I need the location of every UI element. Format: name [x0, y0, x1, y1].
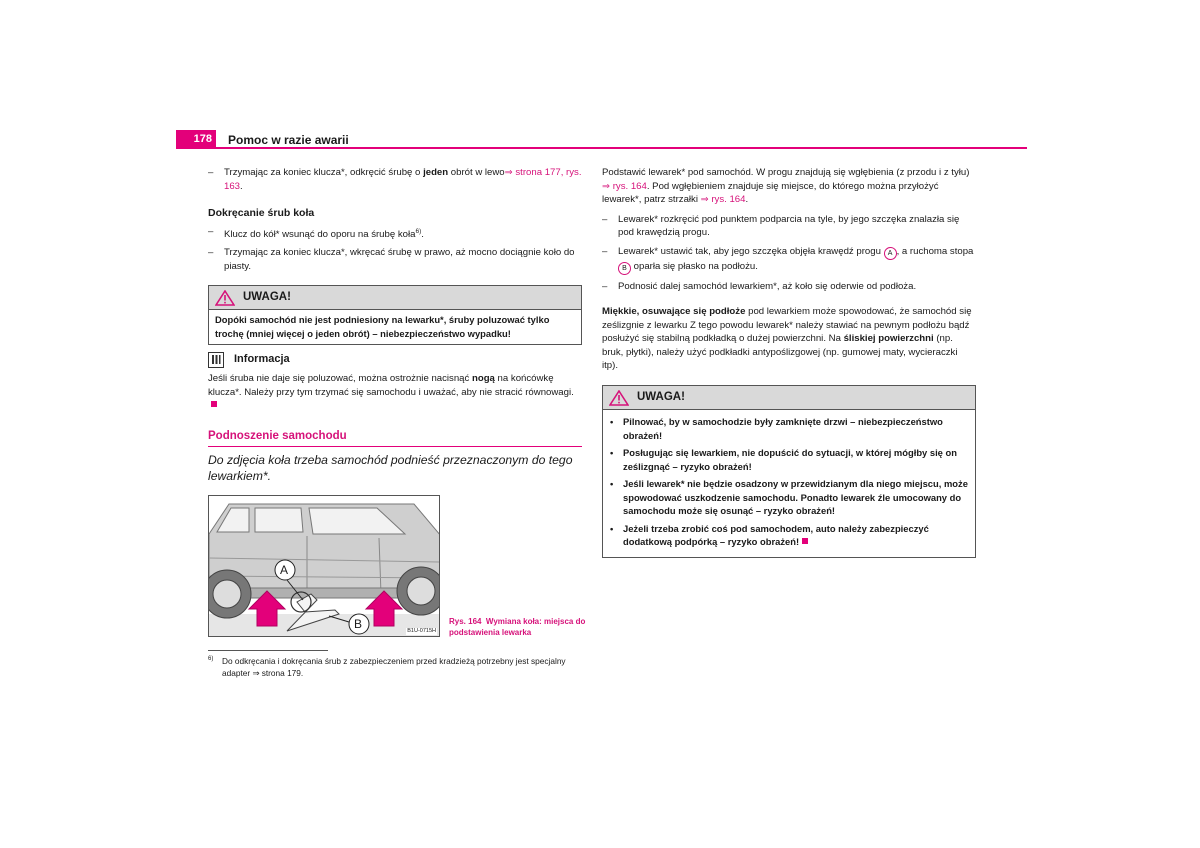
warning-triangle-icon	[609, 390, 629, 406]
right-column	[602, 166, 976, 373]
text: Lewarek* rozkręcić pod punktem podparcia na tyle, by jego szczęka znalazła się pod krawędzią progu.	[618, 213, 960, 238]
list-item: – Podnosić dalej samochód lewarkiem*, aż koło się oderwie od podłoża.	[602, 280, 917, 292]
text-bold: jeden	[423, 167, 449, 178]
figure-label-b: B	[354, 617, 363, 631]
figure-caption	[449, 616, 589, 638]
figure-label-a: A	[280, 563, 289, 577]
text: (np. bruk, płytki), należy użyć podkładki antypoślizgowej (np. gumowej maty, wycieraczki itp).	[602, 333, 958, 371]
warning-item: • Pilnować, by w samochodzie były zamknięte drzwi – niebezpieczeństwo obrażeń!	[610, 416, 943, 441]
text: .	[421, 228, 424, 240]
text-bold: Miękkie, osuwające się podłoże	[602, 306, 746, 317]
cross-reference-link[interactable]: ⇒ rys. 164	[700, 194, 746, 205]
end-marker	[211, 401, 217, 407]
info-title: Informacja	[234, 353, 290, 366]
end-marker	[802, 538, 808, 544]
callout-b-icon: B	[618, 262, 631, 275]
footnote-text: Do odkręcania i dokręcania śrub z zabezpieczeniem przed kradzieżą potrzebny jest specjalny adapter ⇒ strona 179.	[222, 656, 566, 678]
footnote-mark: 6)	[208, 656, 214, 662]
warning-text: Dopóki samochód nie jest podniesiony na lewarku*, śruby poluzować tylko trochę (mniej więcej o jeden obrót) – niebezpieczeństwo wypadku!	[215, 314, 550, 339]
caption-number: Rys. 164	[449, 617, 482, 626]
cross-reference-link[interactable]: ⇒ strona 177, rys. 163	[224, 167, 582, 192]
warning-triangle-icon	[215, 290, 235, 306]
text: Trzymając za koniec klucza*, wkręcać śrubę w prawo, aż mocno dociągnie koło do piasty.	[224, 247, 575, 272]
warning-header	[209, 286, 581, 310]
warning-box	[208, 285, 582, 345]
text: . Pod wgłębieniem znajduje się miejsce, do którego można przyłożyć lewarek*, patrz strzałki	[602, 180, 939, 205]
callout-a-icon: A	[884, 247, 897, 260]
list-item: – Lewarek* ustawić tak, aby jego szczęka objęła krawędź progu A , a ruchoma stopa B oparła się płasko na podłożu.	[602, 245, 976, 275]
info-text	[208, 372, 582, 413]
section-intro: Do zdjęcia koła trzeba samochód podnieść przeznaczonym do tego lewarkiem*.	[208, 453, 573, 483]
car-illustration	[209, 496, 440, 637]
section-heading	[208, 430, 582, 447]
warning-box	[602, 385, 976, 558]
warning-item: • Posługując się lewarkiem, nie dopuścić do sytuacji, w której mógłby się on ześlizgnąć – ryzyko obrażeń!	[610, 447, 957, 472]
text: .	[240, 180, 243, 192]
list-item: – Trzymając za koniec klucza*, odkręcić śrubę o jeden obrót w lewo⇒ strona 177, rys. 163.	[208, 167, 582, 192]
caption-text: Wymiana koła: miejsca do podstawienia lewarka	[449, 617, 586, 637]
text: Trzymając za koniec klucza*, odkręcić śrubę o	[224, 167, 424, 178]
text: Podstawić lewarek* pod samochód. W progu znajdują się wgłębienia (z przodu i z tyłu)	[602, 167, 970, 178]
info-box	[208, 352, 582, 413]
text: Lewarek* ustawić tak, aby jego szczęka objęła krawędź progu	[618, 245, 884, 257]
warning-title: UWAGA!	[637, 390, 685, 403]
list-item: – Trzymając za koniec klucza*, wkręcać śrubę w prawo, aż mocno dociągnie koło do piasty.	[208, 247, 575, 272]
text-bold: nogą	[471, 373, 495, 384]
text: oparła się płasko na podłożu.	[631, 260, 758, 272]
header-rule	[176, 147, 1027, 149]
figure-code: B1U-0715H	[407, 628, 436, 634]
text: obrót w lewo	[448, 167, 505, 178]
paragraph	[602, 305, 976, 373]
text: Klucz do kół* wsunąć do oporu na śrubę koła	[224, 228, 416, 240]
text: Jeśli śruba nie daje się poluzować, można ostrożnie nacisnąć	[208, 373, 472, 384]
text: na końcówkę klucza*. Należy przy tym trzymać się samochodu i uważać, aby nie stracić równowagi.	[208, 373, 574, 398]
text: .	[745, 194, 749, 205]
warning-header	[603, 386, 975, 410]
footnote	[208, 656, 582, 679]
text: Jeżeli trzeba zrobić coś pod samochodem, auto należy zabezpieczyć dodatkową podpórką – ryzyko obrażeń!	[623, 522, 929, 547]
text: Posługując się lewarkiem, nie dopuścić do sytuacji, w której mógłby się on ześlizgnąć – ryzyko obrażeń!	[623, 447, 957, 472]
left-column	[208, 166, 582, 278]
warning-title: UWAGA!	[243, 290, 291, 303]
footnote-rule	[208, 650, 328, 651]
text: Pilnować, by w samochodzie były zamknięte drzwi – niebezpieczeństwo obrażeń!	[623, 416, 943, 441]
text: Podnosić dalej samochód lewarkiem*, aż koło się oderwie od podłoża.	[618, 280, 917, 292]
section-title: Podnoszenie samochodu	[208, 430, 347, 442]
footnote-ref[interactable]: 6)	[415, 227, 422, 235]
list-item: – Lewarek* rozkręcić pod punktem podparcia na tyle, by jego szczęka znalazła się pod krawędzią progu.	[602, 213, 960, 238]
warning-list	[603, 410, 975, 557]
list-item: – Klucz do kół* wsunąć do oporu na śrubę koła$^{6)}$.	[208, 225, 424, 240]
paragraph	[602, 166, 976, 207]
chapter-title: Pomoc w razie awarii	[228, 133, 349, 147]
info-icon	[208, 352, 224, 368]
cross-reference-link[interactable]: ⇒ rys. 164	[602, 180, 647, 192]
text-bold: śliskiej powierzchni	[843, 333, 934, 344]
warning-item: • Jeśli lewarek* nie będzie osadzony w przewidzianym dla niego miejscu, może spowodować uszkodzenie samochodu. Ponadto lewarek źle umocowany do samochodu może się osunąć – ryzyko obrażeń!	[610, 478, 968, 516]
figure-jack-points	[208, 495, 440, 637]
text: , a ruchoma stopa	[896, 245, 974, 257]
text: pod lewarkiem może spowodować, że samochód się ześlizgnie z lewarku Z tego powodu lewarek* należy stawiać na pewnym podłożu bądź posłużyć się stabilną podkładką o dużej powierzchni. Na	[602, 306, 972, 344]
subheading-tightening: Dokręcanie śrub koła	[208, 207, 315, 219]
warning-item: • Jeżeli trzeba zrobić coś pod samochodem, auto należy zabezpieczyć dodatkową podpórką – ryzyko obrażeń!	[610, 522, 929, 547]
section-rule	[208, 446, 582, 447]
text: Jeśli lewarek* nie będzie osadzony w przewidzianym dla niego miejscu, może spowodować uszkodzenie samochodu. Ponadto lewarek źle umocowany do samochodu może się osunąć – ryzyko obrażeń!	[623, 478, 968, 516]
page-number: 178	[176, 130, 216, 149]
